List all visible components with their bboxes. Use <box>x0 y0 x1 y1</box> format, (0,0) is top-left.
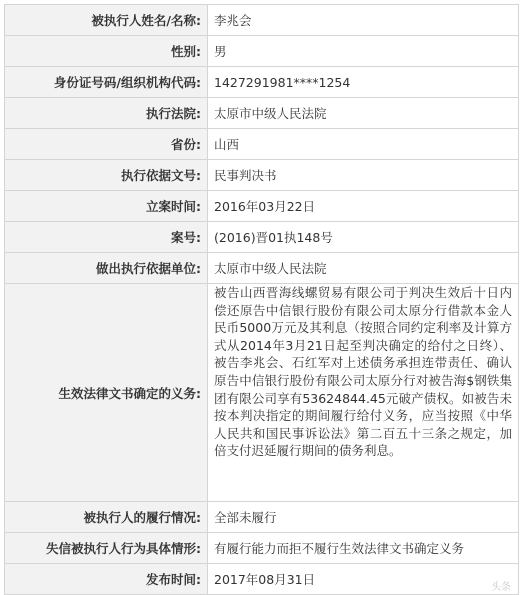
value-executing-court: 太原市中级人民法院 <box>208 98 519 129</box>
source-watermark: 头条 <box>491 582 511 593</box>
row-dishonest-behavior <box>5 533 519 564</box>
row-debtor-name <box>5 5 519 36</box>
row-executing-court <box>5 98 519 129</box>
label-executing-court: 执行法院: <box>5 98 208 129</box>
row-case-number <box>5 222 519 253</box>
label-gender: 性别: <box>5 36 208 67</box>
label-basis-issuing-unit: 做出执行依据单位: <box>5 253 208 284</box>
row-id-number <box>5 67 519 98</box>
label-performance-status: 被执行人的履行情况: <box>5 502 208 533</box>
row-province <box>5 129 519 160</box>
value-publish-date: 2017年08月31日 <box>208 564 519 595</box>
row-gender <box>5 36 519 67</box>
row-performance-status <box>5 502 519 533</box>
value-dishonest-behavior: 有履行能力而拒不履行生效法律文书确定义务 <box>208 533 519 564</box>
label-case-number: 案号: <box>5 222 208 253</box>
label-debtor-name: 被执行人姓名/名称: <box>5 5 208 36</box>
value-province: 山西 <box>208 129 519 160</box>
row-filing-date <box>5 191 519 222</box>
value-basis-document-number: 民事判决书 <box>208 160 519 191</box>
label-obligation: 生效法律文书确定的义务: <box>5 284 208 502</box>
record-table <box>4 4 519 595</box>
value-gender: 男 <box>208 36 519 67</box>
label-filing-date: 立案时间: <box>5 191 208 222</box>
value-id-number: 1427291981****1254 <box>208 67 519 98</box>
value-filing-date: 2016年03月22日 <box>208 191 519 222</box>
label-basis-document-number: 执行依据文号: <box>5 160 208 191</box>
row-basis-issuing-unit <box>5 253 519 284</box>
value-debtor-name: 李兆会 <box>208 5 519 36</box>
value-case-number: (2016)晋01执148号 <box>208 222 519 253</box>
row-basis-document-number <box>5 160 519 191</box>
row-publish-date <box>5 564 519 595</box>
value-basis-issuing-unit: 太原市中级人民法院 <box>208 253 519 284</box>
label-dishonest-behavior: 失信被执行人行为具体情形: <box>5 533 208 564</box>
value-performance-status: 全部未履行 <box>208 502 519 533</box>
label-publish-date: 发布时间: <box>5 564 208 595</box>
dishonest-debtor-record <box>4 4 519 595</box>
value-obligation: 被告山西晋海线螺贸易有限公司于判决生效后十日内偿还原告中信银行股份有限公司太原分行借款本金人民币5000万元及其利息（按照合同约定利率及计算方式从2014年3月21日起至判决确定的给付之日终）、被告李兆会、石红军对上述债务承担连带责任、确认原告中信银行股份有限公司太原分行对被告海$钢铁集团有限公司享有53624844.45元破产债权。如被告未按本判决指定的期间履行给付义务，应当按照《中华人民共和国民事诉讼法》第二百五十三条之规定，加倍支付迟延履行期间的债务利息。 <box>208 284 519 502</box>
label-id-number: 身份证号码/组织机构代码: <box>5 67 208 98</box>
label-province: 省份: <box>5 129 208 160</box>
row-obligation <box>5 284 519 502</box>
